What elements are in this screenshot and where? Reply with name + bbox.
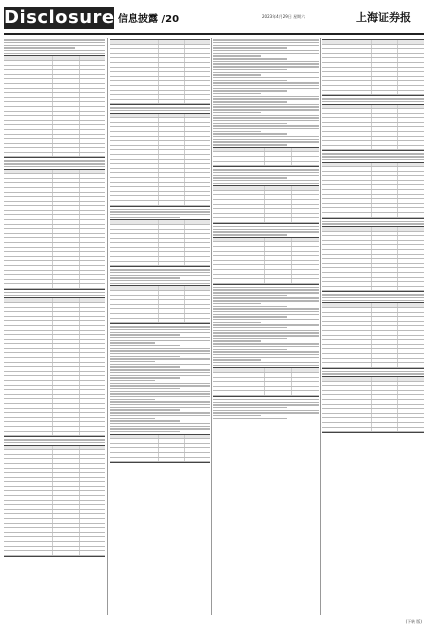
data-table [110,434,210,464]
table-row [4,284,105,289]
table-row [213,162,319,167]
table-row [110,458,210,463]
text-block [4,39,105,54]
text-block [110,269,210,284]
page-number: /20 [161,14,180,25]
data-table [4,297,105,437]
table-row [110,319,210,324]
table-row [213,218,319,223]
text-block [322,98,424,102]
text-block [322,153,424,160]
column-divider [320,38,321,615]
text-block [322,371,424,375]
column-divider [211,38,212,615]
table-row [322,213,424,218]
data-table [4,55,105,158]
data-table [4,445,105,557]
text-block [213,399,319,419]
data-table [213,237,319,285]
table-row [322,428,424,433]
text-block [4,160,105,167]
table-row [322,146,424,151]
text-block [213,287,319,366]
text-block [4,292,105,296]
data-table [213,367,319,397]
text-block [322,294,424,301]
data-table [322,39,424,96]
table-row [322,91,424,96]
text-block [213,169,319,184]
table-row [4,551,105,556]
column-4 [322,38,424,615]
text-block [4,439,105,443]
table-row [110,201,210,206]
column-divider [107,38,108,615]
column-1 [4,38,105,615]
data-table [110,219,210,267]
table-row [213,279,319,284]
column-3 [213,38,319,615]
text-block [213,226,319,235]
table-row [4,432,105,437]
data-table [322,226,424,292]
text-block [110,326,210,432]
text-block [322,221,424,225]
section-title [118,10,179,25]
data-table [322,162,424,219]
data-table [110,113,210,207]
brand-logo: Disclosure [4,7,115,28]
page-header [0,0,428,34]
newspaper-name: 上海证券报 [356,11,411,24]
data-table [213,147,319,167]
column-2 [110,38,210,615]
section-name: 信息披露 [118,14,158,25]
text-block [110,107,210,111]
table-row [110,262,210,267]
continuation-tag: (下转 版) [405,619,422,624]
data-table [110,285,210,324]
issue-date: 2023年4月29日 星期六 [262,14,306,19]
text-block [110,209,210,218]
header-rule [4,33,424,35]
data-table [4,169,105,290]
table-row [4,153,105,158]
data-table [110,39,210,105]
table-row [213,391,319,396]
data-table [322,104,424,152]
table-row [322,287,424,292]
table-row [110,100,210,105]
data-table [213,185,319,224]
data-table [322,302,424,368]
text-block [213,39,319,145]
table-row [322,363,424,368]
data-table [322,376,424,433]
